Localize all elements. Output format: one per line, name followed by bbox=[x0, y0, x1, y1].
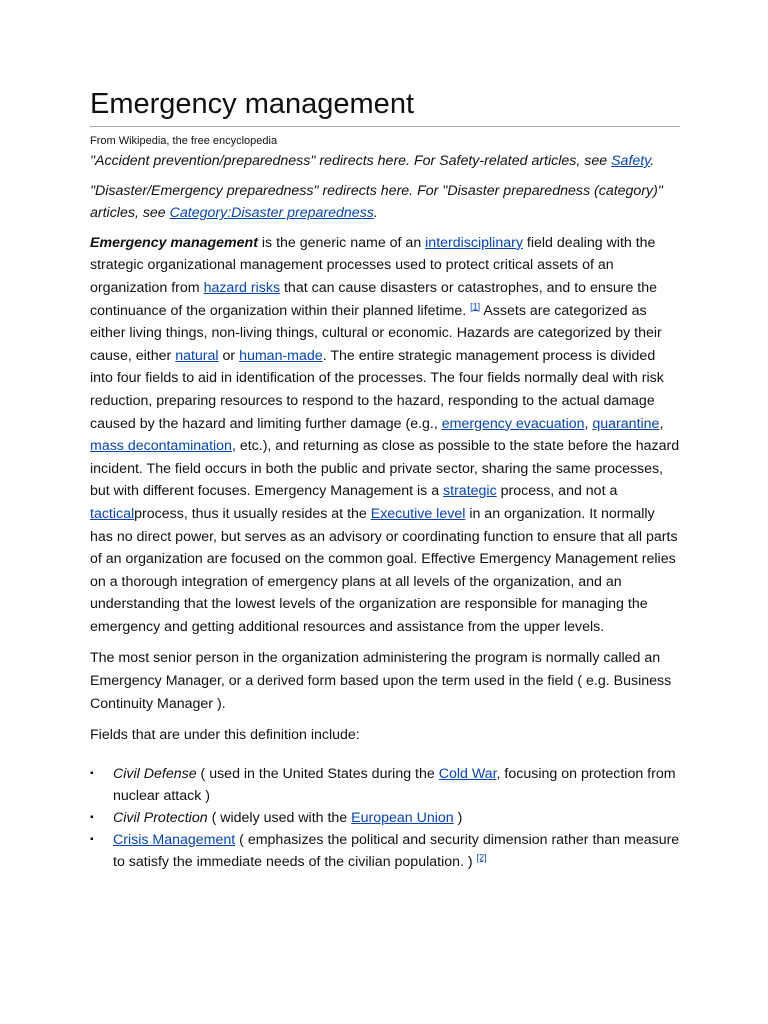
link-quarantine[interactable]: quarantine bbox=[592, 415, 660, 432]
text-run: ) bbox=[453, 809, 463, 826]
text-run: or bbox=[218, 347, 240, 364]
ref-2[interactable]: [2] bbox=[476, 852, 487, 863]
link-crisis-management[interactable]: Crisis Management bbox=[113, 831, 236, 848]
hatnote-disaster bbox=[90, 180, 680, 225]
text-run: ( used in the United States during the bbox=[196, 765, 439, 782]
text-run: process, and not a bbox=[496, 483, 618, 500]
text-run: . The entire strategic management process is divided into four fields to aid in identification of the processes. The four fields normally deal with risk reduction, preparing resources to respond to the hazard, responding to the actual damage caused by the hazard and limiting further damage (e.g., bbox=[90, 347, 664, 432]
text-run: field dealing with the strategic organizational management processes used to protect critical assets of an organization from bbox=[90, 234, 656, 296]
bullet-icon: ▪ bbox=[90, 767, 94, 779]
hatnote-end: . bbox=[650, 153, 655, 169]
text-run: is the generic name of an bbox=[257, 234, 426, 251]
text-run: , bbox=[659, 415, 664, 432]
hatnote-end: . bbox=[373, 205, 378, 222]
ref-1[interactable]: [1] bbox=[470, 300, 481, 311]
link-emergency-evacuation[interactable]: emergency evacuation bbox=[441, 415, 585, 432]
text-run: , etc.), and returning as close as possible to the state before the hazard incident. The field occurs in both the public and private sector, sharing the same processes, but with different focuses. Emergency Management is a bbox=[90, 438, 680, 500]
link-hazard-risks[interactable]: hazard risks bbox=[203, 279, 281, 296]
bullet-icon: ▪ bbox=[90, 811, 94, 823]
manager-paragraph: The most senior person in the organization administering the program is normally called an Emergency Manager, or a derived form based upon the term used in the field ( e.g. Business Continuity Manager ). bbox=[90, 650, 672, 712]
text-run: in an organization. It normally has no direct power, but serves as an advisory or coordinating function to ensure that all parts of an organization are focused on the common goal. Effective Emergency Management relies on a thorough integration of emergency plans at all levels of the organization, and an understanding that the lowest levels of the organization are responsible for managing the emergency and getting additional resources and assistance from the upper levels. bbox=[90, 505, 678, 635]
text-run: , bbox=[584, 415, 593, 432]
fields-list bbox=[90, 763, 680, 873]
term-bold: Emergency management bbox=[90, 234, 258, 251]
term-civil-protection: Civil Protection bbox=[113, 809, 208, 826]
link-safety[interactable]: Safety bbox=[611, 153, 651, 169]
link-interdisciplinary[interactable]: interdisciplinary bbox=[425, 234, 523, 251]
link-executive-level[interactable]: Executive level bbox=[370, 505, 466, 522]
hatnote-text: "Accident prevention/preparedness" redirects here. For Safety-related articles, see bbox=[90, 153, 612, 169]
link-tactical[interactable]: tactical bbox=[90, 505, 135, 522]
text-run: , focusing on protection from nuclear attack ) bbox=[113, 765, 676, 804]
link-mass-decontamination[interactable]: mass decontamination bbox=[90, 438, 232, 455]
link-european-union[interactable]: European Union bbox=[351, 809, 454, 826]
hatnote-text: "Disaster/Emergency preparedness" redirects here. For "Disaster preparedness (category)" articles, see bbox=[90, 182, 663, 222]
term-civil-defense: Civil Defense bbox=[113, 765, 197, 782]
list-item-crisis-management bbox=[90, 829, 680, 873]
intro-paragraph bbox=[90, 232, 680, 639]
text-run: Assets are categorized as either living things, non-living things, cultural or economic. Hazards are categorized by their cause, either bbox=[90, 302, 662, 364]
link-natural[interactable]: natural bbox=[175, 347, 219, 364]
list-item-civil-protection bbox=[90, 807, 680, 829]
text-run: process, thus it usually resides at the bbox=[134, 505, 371, 522]
link-cold-war[interactable]: Cold War bbox=[438, 765, 497, 782]
article-body bbox=[90, 150, 680, 873]
page-title: Emergency management bbox=[90, 86, 680, 127]
text-run: ( widely used with the bbox=[207, 809, 352, 826]
link-human-made[interactable]: human-made bbox=[239, 347, 323, 364]
link-category-disaster-preparedness[interactable]: Category:Disaster preparedness bbox=[169, 205, 374, 222]
tagline: From Wikipedia, the free encyclopedia bbox=[90, 135, 278, 147]
fields-intro: Fields that are under this definition include: bbox=[90, 727, 360, 744]
text-run: that can cause disasters or catastrophes, and to ensure the continuance of the organization within their planned lifetime. bbox=[90, 279, 658, 319]
text-run: ( emphasizes the political and security dimension rather than measure to satisfy the immediate needs of the civilian population. ) bbox=[113, 831, 680, 870]
list-item-civil-defense bbox=[90, 763, 680, 807]
hatnote-safety bbox=[90, 150, 680, 173]
bullet-icon: ▪ bbox=[90, 833, 94, 845]
link-strategic[interactable]: strategic bbox=[443, 483, 497, 500]
